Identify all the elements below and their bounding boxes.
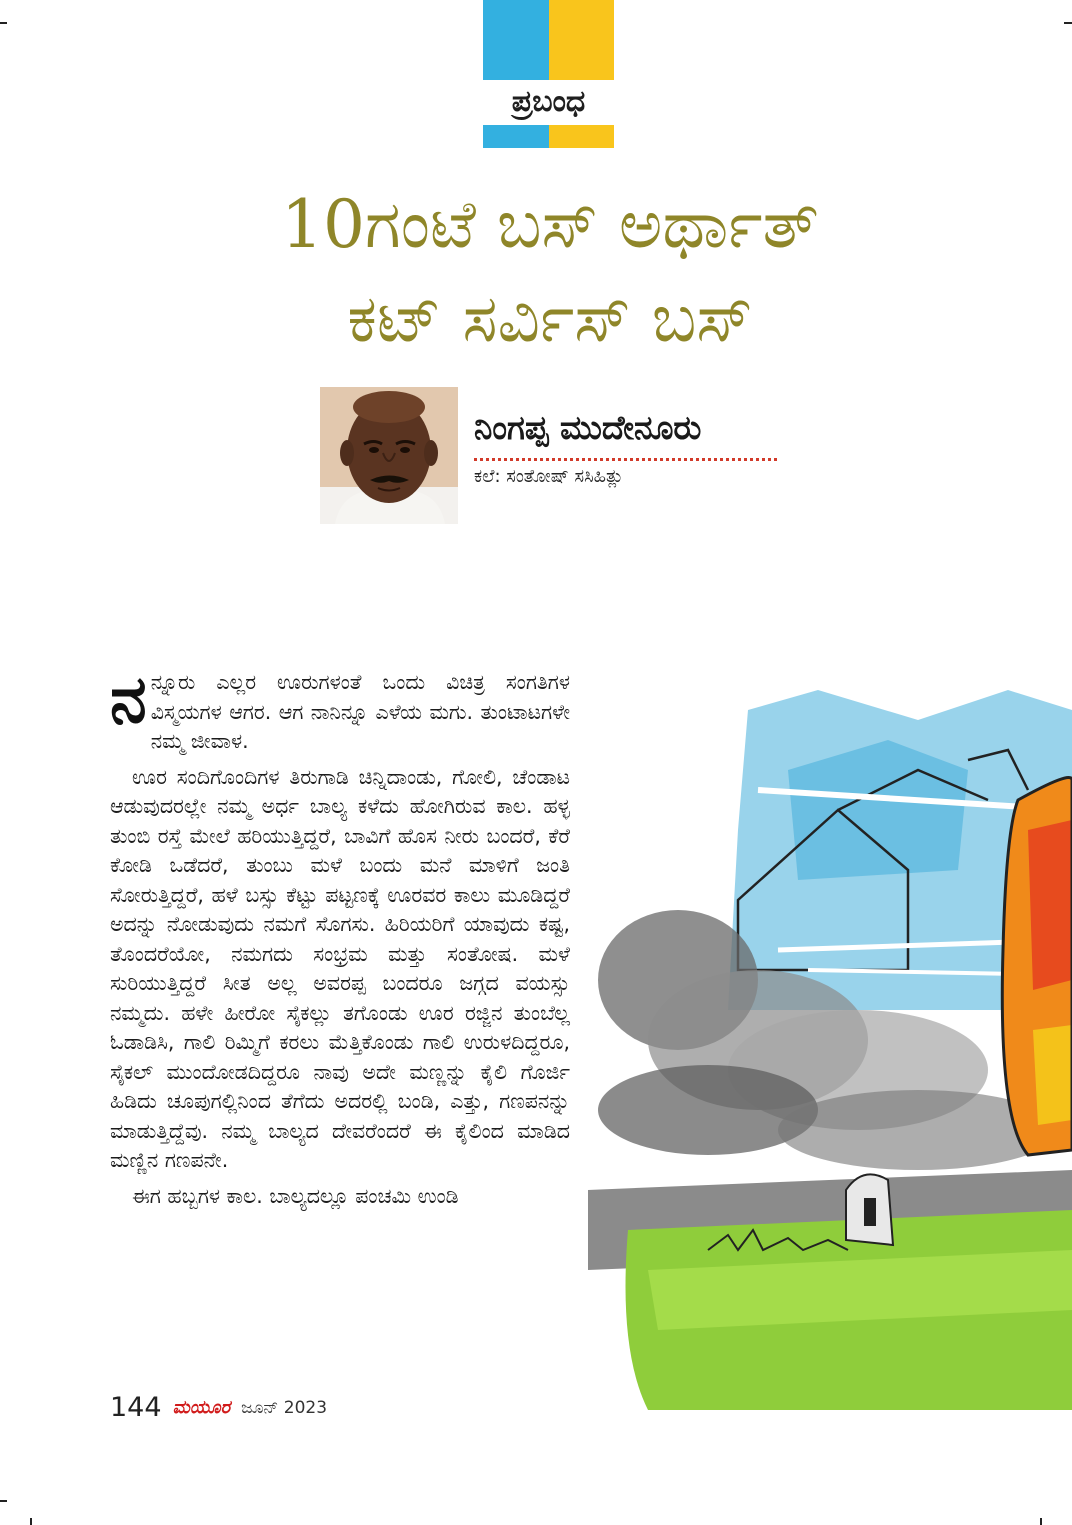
crop-mark-bottom-right-v	[1040, 1518, 1042, 1525]
magazine-logo: ಮಯೂರ	[172, 1397, 231, 1418]
crop-mark-top-right	[1064, 22, 1072, 24]
paragraph-1-text: ನ್ನೂರು ಎಲ್ಲರ ಊರುಗಳಂತೆ ಒಂದು ವಿಚಿತ್ರ ಸಂಗತಿಗಳ ವಿಸ್ಮಯಗಳ ಆಗರ. ಆಗ ನಾನಿನ್ನೂ ಎಳೆಯ ಮಗು. ತುಂಟಾಟಗಳೇ ನಮ್ಮ ಜೀವಾಳ.	[150, 670, 570, 753]
author-photo	[320, 387, 458, 524]
page-number: 144	[110, 1392, 162, 1423]
byline-divider	[474, 458, 777, 461]
crop-mark-bottom-left-v	[30, 1518, 32, 1525]
article-title-line-1: 10ಗಂಟೆ ಬಸ್ ಅರ್ಥಾತ್	[281, 186, 819, 263]
article-body	[110, 661, 570, 1217]
paragraph-3: ಈಗ ಹಬ್ಬಗಳ ಕಾಲ. ಬಾಲ್ಯದಲ್ಲೂ ಪಂಚಮಿ ಉಂಡಿ	[132, 1183, 459, 1208]
drop-cap: ನ	[110, 661, 147, 738]
paragraph-1	[110, 661, 570, 757]
crop-mark-bottom-left	[0, 1500, 7, 1502]
section-block-blue	[483, 0, 549, 80]
section-block-yellow-bottom	[549, 125, 614, 148]
page-footer	[110, 1392, 327, 1428]
artist-credit: ಕಲೆ: ಸಂತೋಷ್ ಸಸಿಹಿತ್ಲು	[474, 466, 624, 487]
author-name: ನಿಂಗಪ್ಪ ಮುದೇನೂರು	[474, 408, 702, 447]
section-block-blue-bottom	[483, 125, 549, 148]
section-label-block	[483, 0, 614, 148]
article-title-line-2: ಕಟ್ ಸರ್ವಿಸ್ ಬಸ್	[347, 280, 753, 357]
article-title	[100, 178, 1000, 366]
illustration-art	[588, 650, 1072, 1410]
section-label: ಪ್ರಬಂಧ	[511, 84, 586, 119]
paragraph-2: ಊರ ಸಂದಿಗೊಂದಿಗಳ ತಿರುಗಾಡಿ ಚಿನ್ನಿದಾಂಡು, ಗೋಲಿ, ಚೆಂಡಾಟ ಆಡುವುದರಲ್ಲೇ ನಮ್ಮ ಅರ್ಧ ಬಾಲ್ಯ ಕಳೆದು ಹೋಗಿರುವ ಕಾಲ. ಹಳ್ಳ ತುಂಬಿ ರಸ್ತೆ ಮೇಲೆ ಹರಿಯುತ್ತಿದ್ದರೆ, ಬಾವಿಗೆ ಹೊಸ ನೀರು ಬಂದರೆ, ಕೆರೆ ಕೋಡಿ ಒಡೆದರೆ, ತುಂಬು ಮಳೆ ಬಂದು ಮನೆ ಮಾಳಿಗೆ ಜಂತಿ ಸೋರುತ್ತಿದ್ದರೆ, ಹಳೆ ಬಸ್ಸು ಕೆಟ್ಟು ಪಟ್ಟಣಕ್ಕೆ ಊರವರ ಕಾಲು ಮೂಡಿದ್ದರೆ ಅದನ್ನು ನೋಡುವುದು ನಮಗೆ ಸೊಗಸು. ಹಿರಿಯರಿಗೆ ಯಾವುದು ಕಷ್ಟ, ತೊಂದರೆಯೋ, ನಮಗದು ಸಂಭ್ರಮ ಮತ್ತು ಸಂತೋಷ. ಮಳೆ ಸುರಿಯುತ್ತಿದ್ದರೆ ಸೀತ ಅಲ್ಲ ಅವರಪ್ಪ ಬಂದರೂ ಜಗ್ಗದ ವಯಸ್ಸು ನಮ್ಮದು. ಹಳೇ ಹೀರೋ ಸೈಕಲ್ಲು ತಗೊಂಡು ಊರ ರಜ್ಜಿನ ತುಂಬೆಲ್ಲ ಓಡಾಡಿಸಿ, ಗಾಲಿ ರಿಮ್ಮಿಗೆ ಕರಲು ಮೆತ್ತಿಕೊಂಡು ಗಾಲಿ ಉರುಳದಿದ್ದರೂ, ಸೈಕಲ್ ಮುಂದೋಡದಿದ್ದರೂ ನಾವು ಅದೇ ಮಣ್ಣನ್ನು ಕೈಲಿ ಗೊರ್ಜಿ ಹಿಡಿದು ಚೂಪುಗಲ್ಲಿನಿಂದ ತೆಗೆದು ಅದರಲ್ಲಿ ಬಂಡಿ, ಎತ್ತು, ಗಣಪನನ್ನು ಮಾಡುತ್ತಿದ್ದೆವು. ನಮ್ಮ ಬಾಲ್ಯದ ದೇವರೆಂದರೆ ಈ ಕೈಲಿಂದ ಮಾಡಿದ ಮಣ್ಣಿನ ಗಣಪನೇ.	[110, 764, 570, 1172]
bus-illustration	[588, 650, 1072, 1410]
issue-date: ಜೂನ್ 2023	[241, 1397, 328, 1418]
section-block-yellow	[549, 0, 614, 80]
author-portrait-image	[320, 387, 458, 524]
crop-mark-top-left	[0, 22, 7, 24]
